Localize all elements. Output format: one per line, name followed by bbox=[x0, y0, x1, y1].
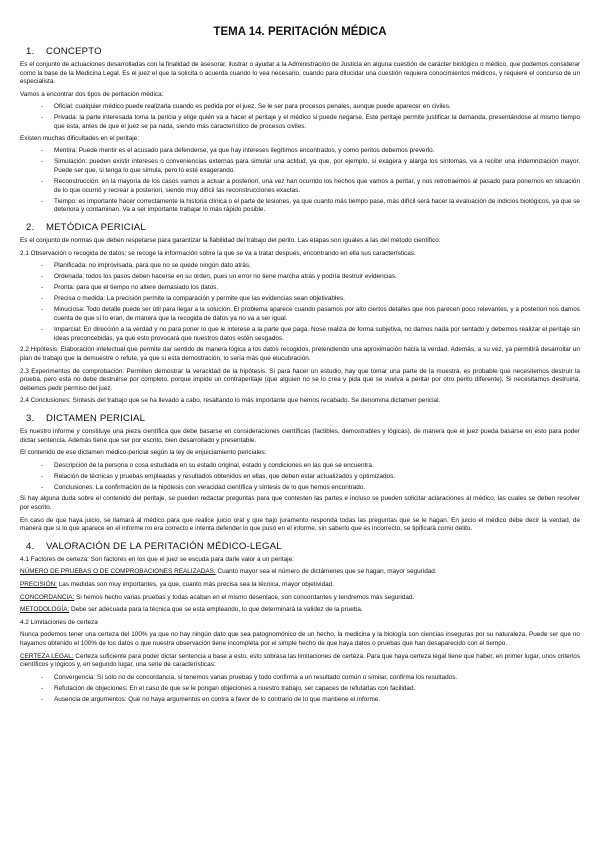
list-item: - Oficial: cualquier médico puede realizarla cuando es pedida por el juez. Se le ser para procesos penales, aunque puede aparecer en civiles. bbox=[54, 103, 580, 112]
list-item: - Privada: la parte interesada toma la pericia y elige quién va a hacer el peritaje y el médico si puede negarse. Este peritaje permite justificar la demanda, presentándose al mismo tiempo que esta, antes de que el juez se pa nada, siendo más característico de procesos civiles. bbox=[54, 114, 580, 131]
list bbox=[20, 262, 580, 343]
paragraph: Nunca podemos tener una certeza del 100% ya que no hay ningún dato que sea patognomónico de un hecho, la medicina y la biología son ciencias inseguras por su naturaleza. Puede ser que no hayamos obtenido el 100% de los datos o que nuestra observación tiene incompleta por el simple hecho de que haya datos o pruebas que han desaparecido con el tiempo. bbox=[20, 631, 580, 647]
factor-label: METODOLOGÍA: bbox=[20, 606, 70, 614]
section-heading-valoracion: 4. VALORACIÓN DE LA PERITACIÓN MÉDICO-LEGAL bbox=[26, 540, 282, 552]
list-item: - Descripción de la persona o cosa estudiada en su estado original, estado y condiciones en las que se encuentra. bbox=[54, 462, 580, 471]
factor-paragraph: CONCORDANCIA: Si hemos hecho varias pruebas y todas acaban en el mismo desenlace, son concordantes y tendremos más seguridad. bbox=[20, 593, 415, 601]
list-item: - Conclusiones. La confirmación de la hipótesis con veracidad científica y síntesis de lo que hemos encontrado. bbox=[54, 484, 580, 493]
document-title: TEMA 14. PERITACIÓN MÉDICA bbox=[213, 26, 387, 38]
factor-paragraph: CERTEZA LEGAL: Certeza suficiente para poder dictar sentencia a base a esto, esto sobrasa las limitaciones de certeza. Para que haya certeza legal tiene que haber, en primer lugar, unos criterios científicos y lógicos y, en segundo lugar, una serie de características: bbox=[20, 652, 581, 669]
paragraph: 2.4 Conclusiones: Síntesis del trabajo que se ha llevado a cabo, resaltando lo más importante que hemos recabado. Se denomina dictamen pericial. bbox=[20, 397, 441, 405]
paragraph: Vamos a encontrar dos tipos de peritación médica: bbox=[20, 90, 164, 98]
list bbox=[20, 103, 580, 131]
list bbox=[20, 674, 580, 705]
section-heading-concepto: 1. CONCEPTO bbox=[26, 46, 102, 57]
paragraph: El contenido de ese dictamen médico-pericial según la ley de enjuiciamiento periciales: bbox=[20, 449, 267, 457]
factor-label: PRECISIÓN: bbox=[20, 581, 57, 589]
list-item: - Ordenada: todos los pasos deben hacerse en su orden, pues un error no tiene marcha atrás y podría destruir evidencias. bbox=[54, 273, 580, 282]
list bbox=[20, 147, 580, 215]
section-heading-dictamen: 3. DICTAMEN PERICIAL bbox=[26, 412, 146, 424]
paragraph: 2.3 Experimentos de comprobación: Permiten demostrar la veracidad de la hipótesis. Si para hacer un estudio, hay que tomar una parte de la muestra, es probable que necesitemos destruir la prueba, pero esta no debe destruirse por completo, porque impide un contraperitaje (que alguien no se lo crea y pida que se vuelva a peritar por otro perito diferente). Si necesitamos destruirla, debemos pedir permiso del juez. bbox=[20, 367, 580, 392]
factor-paragraph: METODOLOGÍA: Debe ser adecuada para la técnica que se esta empleando, lo que determinará la validez de la prueba. bbox=[20, 606, 363, 614]
document-page bbox=[20, 0, 580, 705]
list-item: - Refutación de objeciones: En el caso de que se le pongan objeciones a nuestro trabajo, ser capaces de refutarlas con facilidad. bbox=[54, 685, 580, 694]
factor-label: NÚMERO DE PRUEBAS O DE COMPROBACIONES REALIZADAS: bbox=[20, 568, 216, 576]
factor-label: CERTEZA LEGAL: bbox=[20, 652, 74, 660]
paragraph: Es el conjunto de normas que deben respetarse para garantizar la fiabilidad del trabajo del perito. Las etapas son iguales a las del método científico: bbox=[20, 236, 441, 244]
list-item: - Precisa o medida: La precisión permite la comparación y permite que las evidencias sean objetivables. bbox=[54, 295, 580, 304]
list-item: - Convergencia: Sí sólo no de concordancia, si tenemos varias pruebas y todo confirma a un resultado común o similar, confirma los resultados. bbox=[54, 674, 580, 683]
list-item: - Ausencia de argumentos: Que no haya argumentos en contra a favor de lo contrario de lo que mantiene el informe. bbox=[54, 696, 580, 705]
paragraph: 2.2 Hipótesis: Elaboración intelectual que permite dar sentido de manera lógica a los datos recogidos, pretendiendo una aproximación hacia la verdad. Además, a su vez, ya permitirá desarrollar un plan de trabajo que la demuestre o refute, ya que si esta demostración, lo sería más que elucubración. bbox=[20, 346, 580, 362]
list-item: - Planificada: no improvisada, para que no se quede ningún dato atrás. bbox=[54, 262, 580, 271]
list-item: - Imparcial: En dirección a la verdad y no para poner lo que le interese a la parte que paga. Nose realiza de forma subjetiva, no damos nada por sentado y debemos realizar el peritaje sin ideas preconcebidas, ya que esto provocará que nuestros datos estén sesgados. bbox=[54, 326, 580, 343]
paragraph: Si hay alguna duda sobre el contenido del peritaje, se pueden redactar preguntas para que contesten las partes e incluso se pueden solicitar aclaraciones al médico, las cuales se deben resolver por escrito. bbox=[20, 495, 580, 512]
paragraph: 4.2 Limitaciones de certeza bbox=[20, 618, 98, 626]
list-item: - Reconstrucción: en la mayoría de los casos vamos a actuar a posteriori, una vez han ocurrido los hechos que vamos a peritar, y nos retrotraemos al pasado para ponernos en situación de lo que ocurrió y recrear a posteriori, siendo muy difícil las reconstrucciones exactas. bbox=[54, 178, 580, 195]
paragraph: Existen muchas dificultades en el peritaje: bbox=[20, 134, 140, 142]
section-heading-metodica: 2. METÓDICA PERICIAL bbox=[26, 221, 146, 233]
factor-label: CONCORDANCIA: bbox=[20, 593, 75, 601]
factor-paragraph: PRECISIÓN: Las medidas son muy importantes, ya que, cuanto más precisa sea la técnica, mayor objetividad. bbox=[20, 581, 335, 589]
list-item: - Tiempo: es importante hacer correctamente la historia clínica o el parte de lesiones, ya que cuanto más tiempo pase, más difícil será hacer la evaluación de indicios biológicos, ya que se deteriora y contaminan. Va a ser importante trabajar lo más rápido posible. bbox=[54, 198, 580, 215]
paragraph: En caso de que haya juicio, se llamará al médico para que realice juicio oral y que bajo juramento responda todas las preguntas que se le hagan. En juicio el médico debe decir la verdad, de manera que si lo que aparece en el informe no era correcto e intenta defender lo que pusó en el informe, sin saberlo que es incorrecto, se tipificará como delito. bbox=[20, 516, 580, 533]
paragraph: 4.1 Factores de certeza: Son factores en los que el juez se escuda para darle valor a un peritaje: bbox=[20, 555, 294, 563]
list-item: - Minuciosa: Todo detalle puede ser útil para llegar a la solución. El problema aparece cuando pasamos por alto ciertos detalles que nos parecen poco relevantes, y a posteriori nos damos cuenta de que sí lo eran, de manera que la recogida de datos ya no va a ser igual. bbox=[54, 306, 580, 323]
factor-paragraph: NÚMERO DE PRUEBAS O DE COMPROBACIONES REALIZADAS: Cuanto mayor sea el número de dictámenes que se hagan, mayor seguridad. bbox=[20, 568, 437, 576]
list-item: - Mentira: Puede mentir es el acusado para defenderse, ya que hay intereses ilegítimos encontrados, y como peritos debemos preverlo. bbox=[54, 147, 580, 156]
list bbox=[20, 462, 580, 493]
paragraph: Es el conjunto de actuaciones desarrolladas con la finalidad de asesorar, ilustrar o ayudar a la Administración de Justicia en alguna cuestión de carácter biológico o médico, que podemos considerar como la base de la Medicina Legal. Es el juez el que la solicita o acuerda cuando lo vea necesario, cuando para dilucidar una cuestión requiera conocimientos médicos, y requiere el concurso de un especialista. bbox=[20, 61, 580, 86]
list-item: - Pronta: para que el tiempo no altere demasiado los datos. bbox=[54, 284, 580, 293]
paragraph: Es nuestro informe y constituye una pieza científica que debe basarse en consideraciones científicas (factibles, demostrables y lógicas), de manera que el juez pueda basarse en esto para poder dictar sentencia. Además tiene que ser por escrito, bien desarrollado y presentable. bbox=[20, 427, 580, 444]
list-item: - Simulación: pueden existir intereses o conveniencias externas para simular una actitud, ya que, por ejemplo, si exagera y alarga los síntomas, va a recibir una indemnización mayor. Puede ser que, si tenga lo que simula, pero lo esté exagerando. bbox=[54, 158, 580, 175]
list-item: - Relación de técnicas y pruebas empleadas y resultados obtenidos en ellas, que deben estar actualizados y optimizados. bbox=[54, 473, 580, 482]
paragraph: 2.1 Observación o recogida de datos: se recoge la información sobre la que se va a tratar después, encontrando en ella sus características: bbox=[20, 249, 416, 257]
